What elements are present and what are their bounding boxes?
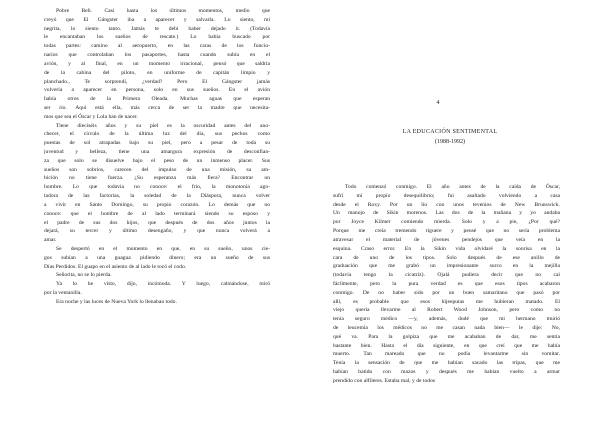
text-line: desde el Roxy. Por un lío con unos tevenios de New Brunswick. <box>333 201 560 208</box>
text-line: graduación que me grabó un impresionante surco en la mejilla <box>333 263 560 270</box>
text-line: por Joyce Kilmer comiendo mierda. Solo y a pie, ¿Por qué? <box>333 219 560 226</box>
text-line: esquina. Craso error. En la Sikin vida olvidaré la sonrisa en la <box>333 245 560 252</box>
text-line: tadora de las factorías, la soledad de la Diáspora, nunca volver <box>44 193 270 200</box>
text-line: Un manojo de Sikin morenos. Las dos de la mañana y yo andaba <box>333 210 560 217</box>
text-line: sufrí mi propio desequilibrio; fui asaltado volviendo a casa <box>333 192 560 199</box>
chapter-title: LA EDUCACIÓN SENTIMENTAL <box>402 129 498 135</box>
chapter-number: 4 <box>436 100 440 106</box>
text-line: negrita, lo siento tanto. Jamás te debí haber dejado ir. (Todavía <box>44 25 270 32</box>
chapter-years: (1988-1992) <box>435 139 465 145</box>
text-line: fácilmente, pero la pura verdad es que esos tipos acabaron <box>333 280 560 287</box>
text-line: Señorita, no se lo pierda. <box>56 272 112 279</box>
text-line: todas partes: camino al aeropuerto, en las caras de los funcio- <box>44 43 270 50</box>
text-line: había otros de la Primera Oleada. Muchas aguas que esperan <box>44 96 270 103</box>
text-line: Días Perdidos. El guapo en el asiento de al lado le tocó el codo. <box>44 263 187 270</box>
text-line: Era noche y las luces de Nueva York lo llenaban todo. <box>56 298 177 305</box>
text-line: Pobre Beli. Casi hasta los últimos momentos, medio que <box>56 8 270 14</box>
text-line: allí, es probable que esos hijeeputas me hubieran matado. El <box>333 298 560 305</box>
text-line: sueños son sobrios, carecen del impulso de una misión, su am- <box>44 166 270 173</box>
text-line: de leucemia los médicos no me casan nada bien— le dije: No, <box>333 325 560 331</box>
text-line: conoce: que el hombre de al lado terminará siendo su esposo y <box>44 210 270 217</box>
text-line: el padre de sus dos hijos, que después de dos años juntos la <box>44 219 270 226</box>
text-line: por la ventanilla. <box>44 290 82 296</box>
text-line: atravesar el material de jóvenes pendejos que veía en la <box>333 236 560 243</box>
text-line: conmigo. De no haber sido por un buen samaritano que pasó por <box>333 289 560 296</box>
right-page <box>300 0 600 425</box>
text-line: tenía seguro médico —y, además, dudé que mi hermano murió <box>333 316 560 323</box>
text-line: narios que controlaban los pasaportes, hasta cuando subía en el <box>44 52 270 59</box>
text-line: habían batido con mazos y después me habían vuelto a armar <box>333 369 560 376</box>
text-line: bastante bien. Hasta el día siguiente, en que creí que me había <box>333 342 560 349</box>
text-line: a vivir en Santo Domingo, su propio corazón. Lo demás que no <box>44 201 270 208</box>
text-line: planchado., Te sorprendí, ¿verdad? Pero El Gángster jamás <box>44 78 270 85</box>
text-line: Se despertó en el momento en que, en su sueño, unos cie- <box>56 245 270 252</box>
text-line: viejo quería llevarme al Robert Wood Johnson, pero como no <box>333 307 560 314</box>
text-line: Tenía la sensación de que me habían sacado las tripas, que me <box>333 360 560 367</box>
text-line: juventud y belleza, tiene una amargura expresión de desconfian- <box>44 149 270 155</box>
text-line: cara de uno de los tipos. Solo después de ese anillo de <box>333 254 560 261</box>
text-line: avión, y al final, en un momento irracional, pensó que saldría <box>44 60 270 67</box>
text-line: mos que sea el Óscar y Lola han de nacer. <box>44 113 138 120</box>
text-line: hombre. Lo que todavía no conoce: el frío, la monotonía ago- <box>44 184 270 191</box>
text-line: volvería a aparecer en persona, solo en sus sueños. En el avión <box>44 87 270 94</box>
right-page-text <box>333 183 560 386</box>
text-line: puestas de sol atrapadas bajo su piel, pero a pesar de toda su <box>44 140 270 147</box>
text-line: muerto. Tan mareado que no podía levantarme sin vomitar. <box>333 351 560 358</box>
text-line: checer, el círculo de la última luz del día, sus pechos como <box>44 131 270 138</box>
text-line: Ya lo he visto, dijo, incómoda. Y luego, calmándose, miró <box>56 281 270 288</box>
text-line: gos subían a una guagua pidiendo dinero; era un sueño de sus <box>44 254 270 261</box>
text-line: Todo comenzó conmigo. El año antes de la caída de Óscar, <box>345 184 560 190</box>
text-line: za que solo se disuelve bajo el peso de un inmenso placer. Sus <box>44 157 270 164</box>
text-line: le encantaban los sueños de rescate.) Lo había buscado por <box>44 34 270 41</box>
left-page-text <box>44 7 270 307</box>
text-line: Tiene dieciséis años y su piel es la oscuridad antes del ano- <box>56 122 270 129</box>
text-line: ser río. Aquí está ella, más cerca de ser la madre que necesita- <box>44 104 270 111</box>
text-line: creyó que El Gángster iba a aparecer y salvarla. Lo siento, mi <box>44 16 270 23</box>
text-line: bición no tiene fuerza. ¿Su esperanza más fiera? Encontrar un <box>44 175 270 182</box>
text-line: de la cabina del piloto, en uniforme de capitán limpio y <box>44 69 270 76</box>
text-line: (todavía tengo la cicatriz). Ojalá pudiera decir que no caí <box>333 272 560 279</box>
text-line: qué va. Para la golpiza que me acababan de dar, me sentía <box>333 333 560 340</box>
text-line: prendido con alfileres. Estaba mal, y de todos <box>333 377 436 384</box>
text-line: amar. <box>44 237 57 244</box>
text-line: dejará, su tercer y último desengaño, y que nunca volverá a <box>44 228 270 235</box>
text-line: Porque me creía tremendo tíguere y pensé que no sería problema <box>333 228 560 235</box>
